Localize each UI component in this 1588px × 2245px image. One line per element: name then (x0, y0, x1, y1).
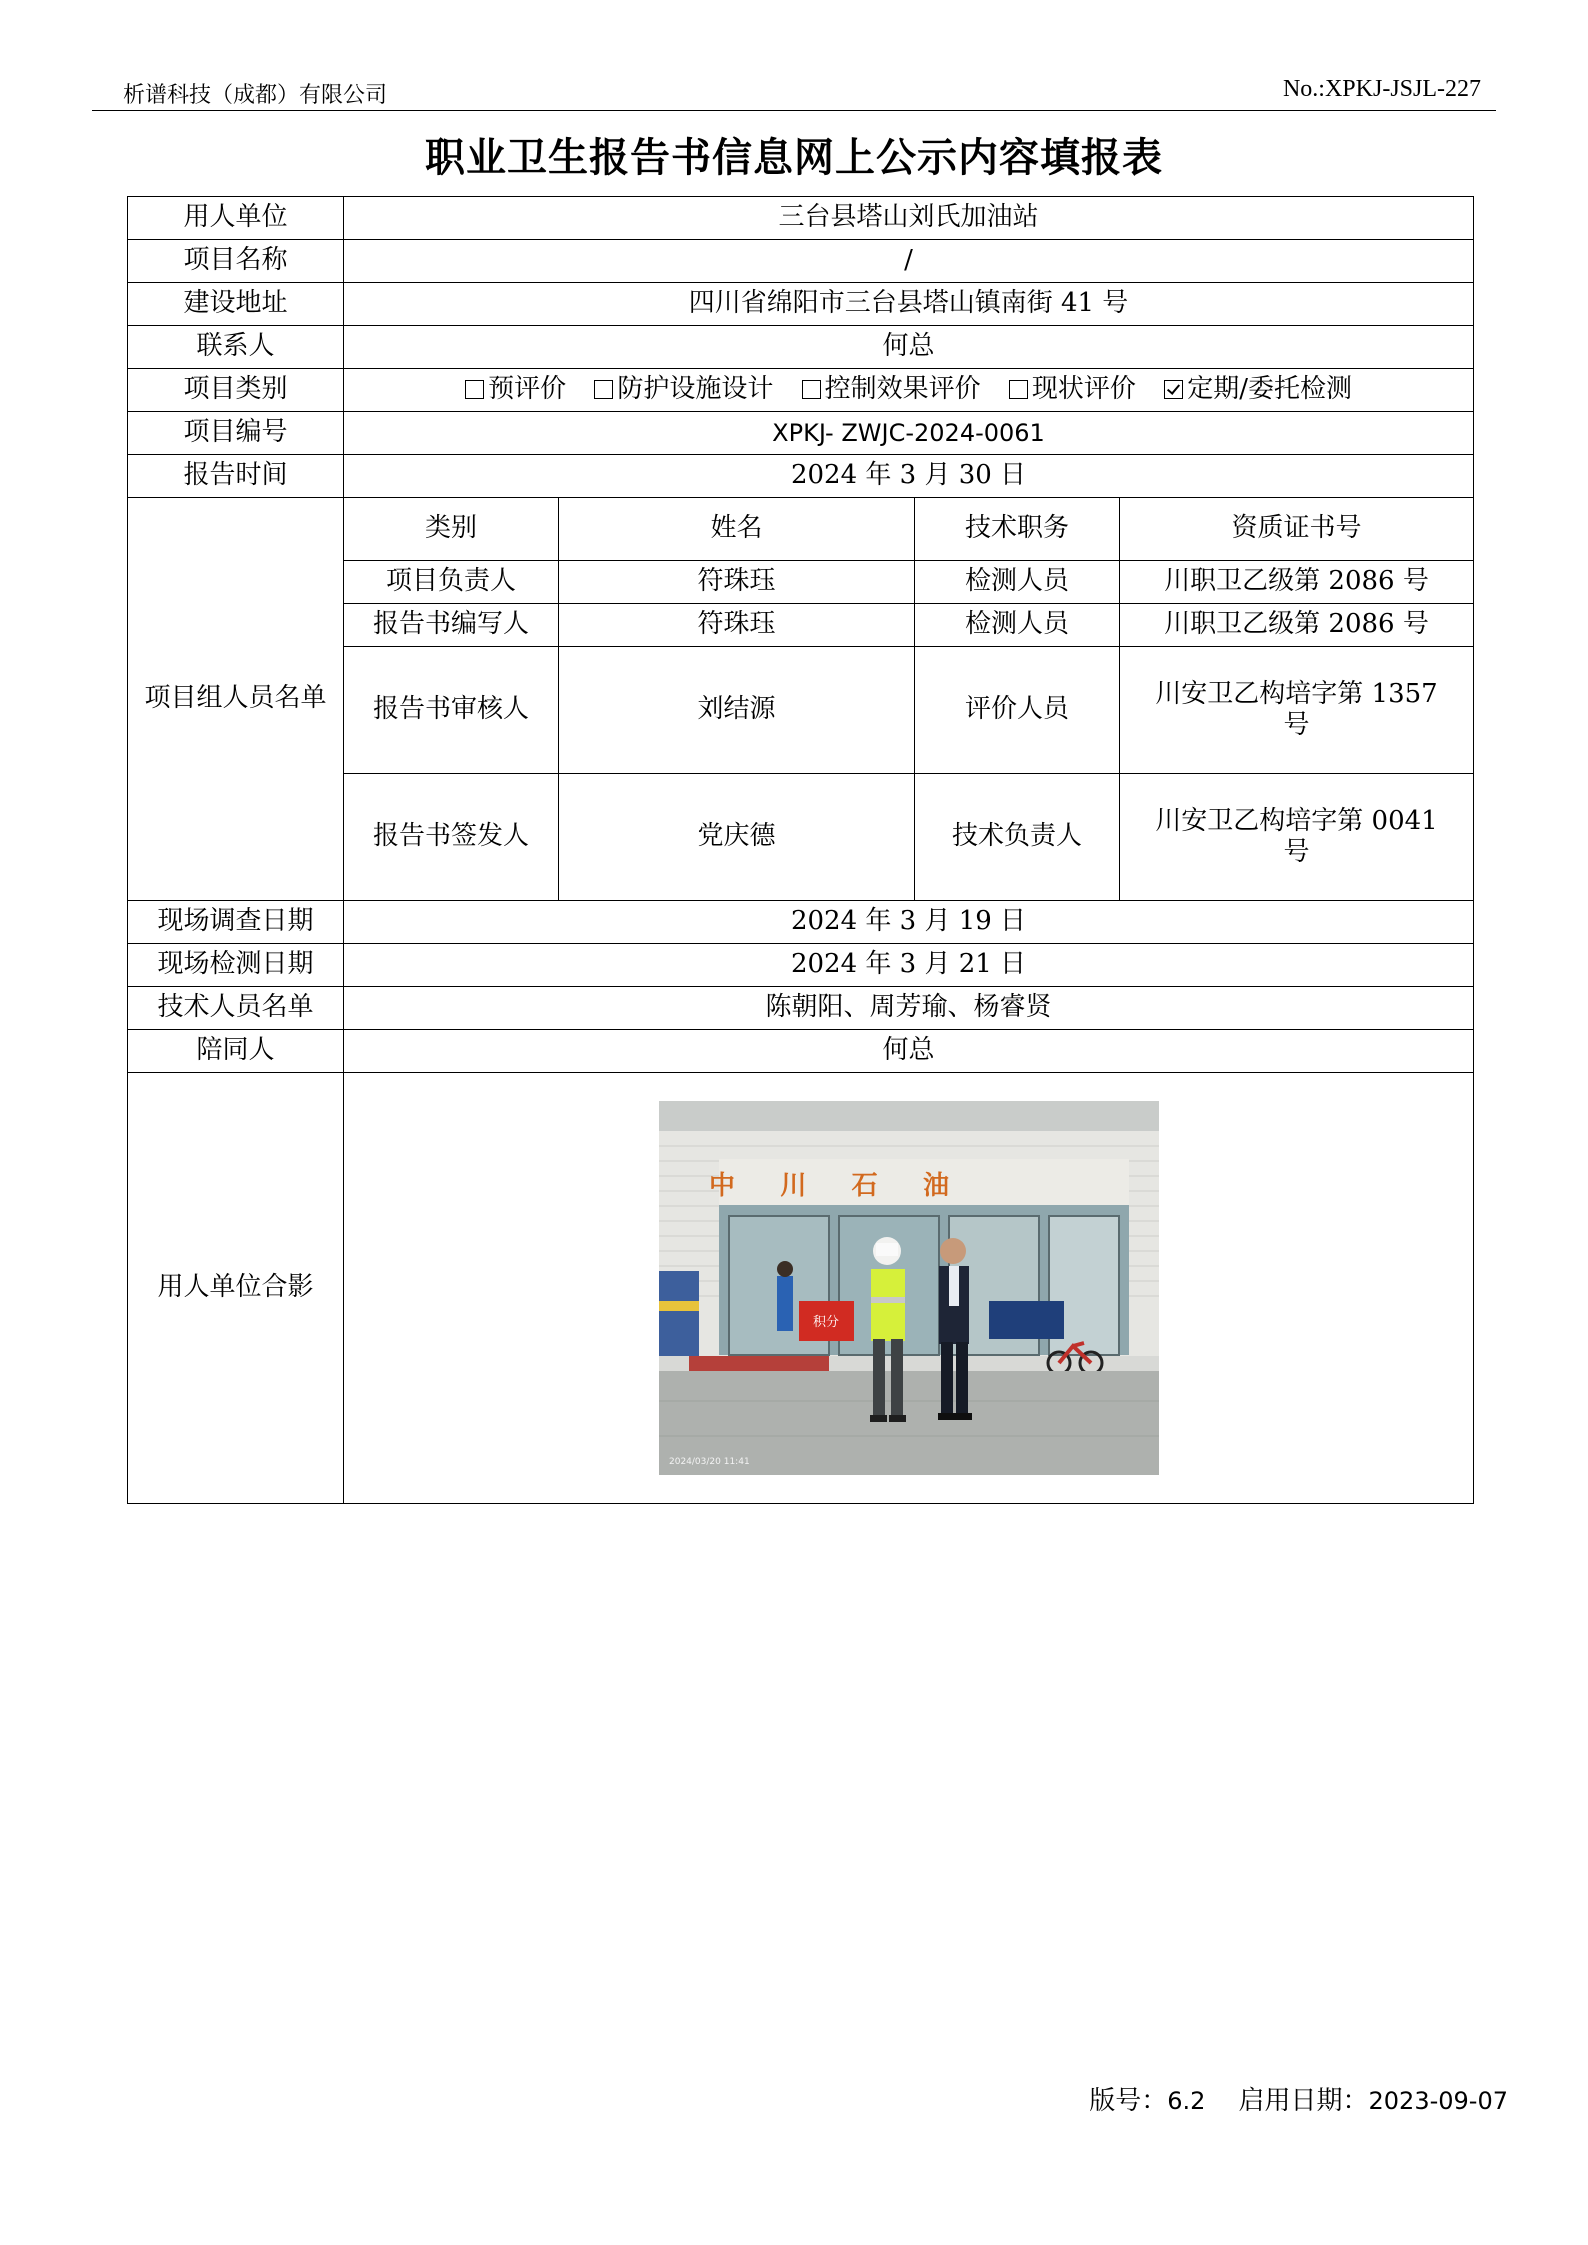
version-value: 6.2 (1167, 2087, 1206, 2115)
effective-date-label: 启用日期： (1238, 2086, 1369, 2116)
member-title: 技术负责人 (915, 774, 1120, 901)
effective-date-value: 2023-09-07 (1368, 2087, 1508, 2115)
option-label: 控制效果评价 (824, 374, 981, 405)
address-value: 四川省绵阳市三台县塔山镇南街 41 号 (344, 283, 1474, 326)
member-name: 符珠珏 (559, 604, 915, 647)
contact-label: 联系人 (128, 326, 344, 369)
disclosure-form-table (127, 196, 1474, 1504)
row-report-date (128, 455, 1474, 498)
project-no-label: 项目编号 (128, 412, 344, 455)
row-escort (128, 1030, 1474, 1073)
team-label: 项目组人员名单 (128, 498, 344, 901)
row-test-date (128, 944, 1474, 987)
team-header-name: 姓名 (559, 498, 915, 561)
employer-label: 用人单位 (128, 197, 344, 240)
checkbox-icon (1009, 380, 1028, 399)
address-label: 建设地址 (128, 283, 344, 326)
document-number: No.:XPKJ-JSJL-227 (1282, 76, 1481, 102)
company-name: 析谱科技（成都）有限公司 (123, 83, 388, 108)
team-header-cert: 资质证书号 (1120, 498, 1474, 561)
project-name-value: / (344, 240, 1474, 283)
member-cert: 川安卫乙构培字第 1357 号 (1120, 647, 1474, 774)
group-photo-cell (344, 1073, 1474, 1504)
row-project-no (128, 412, 1474, 455)
member-title: 评价人员 (915, 647, 1120, 774)
row-survey-date (128, 901, 1474, 944)
option-periodic-testing (1164, 374, 1352, 404)
employer-value: 三台县塔山刘氏加油站 (344, 197, 1474, 240)
promo-text: 积分 (812, 1315, 839, 1330)
option-status-evaluation (1009, 374, 1136, 404)
team-header-title: 技术职务 (915, 498, 1120, 561)
escort-label: 陪同人 (128, 1030, 344, 1073)
option-label: 定期/委托检测 (1187, 374, 1352, 405)
option-protection-design (594, 374, 773, 404)
project-type-options (344, 369, 1474, 412)
checkbox-icon (802, 380, 821, 399)
group-photo-image (659, 1101, 1159, 1475)
header-divider (92, 110, 1496, 111)
checkbox-checked-icon (1164, 380, 1183, 399)
member-role: 报告书审核人 (344, 647, 559, 774)
project-type-label: 项目类别 (128, 369, 344, 412)
member-role: 报告书编写人 (344, 604, 559, 647)
escort-value: 何总 (344, 1030, 1474, 1073)
member-role: 项目负责人 (344, 561, 559, 604)
member-title: 检测人员 (915, 561, 1120, 604)
survey-date-label: 现场调查日期 (128, 901, 344, 944)
checkbox-icon (594, 380, 613, 399)
member-cert: 川职卫乙级第 2086 号 (1120, 604, 1474, 647)
photo-timestamp: 2024/03/20 11:41 (668, 1457, 750, 1467)
member-name: 党庆德 (559, 774, 915, 901)
row-contact (128, 326, 1474, 369)
row-group-photo (128, 1073, 1474, 1504)
version-label: 版号： (1089, 2086, 1168, 2116)
technicians-label: 技术人员名单 (128, 987, 344, 1030)
member-name: 刘结源 (559, 647, 915, 774)
sign-text: 中 川 石 油 (708, 1171, 949, 1201)
row-project-type (128, 369, 1474, 412)
footer-version (1089, 2080, 1508, 2117)
option-control-effect (802, 374, 981, 404)
row-address (128, 283, 1474, 326)
member-cert: 川职卫乙级第 2086 号 (1120, 561, 1474, 604)
option-label: 防护设施设计 (617, 374, 774, 405)
technicians-value: 陈朝阳、周芳瑜、杨睿贤 (344, 987, 1474, 1030)
report-date-label: 报告时间 (128, 455, 344, 498)
row-technicians (128, 987, 1474, 1030)
team-header-row (128, 498, 1474, 561)
test-date-label: 现场检测日期 (128, 944, 344, 987)
row-employer (128, 197, 1474, 240)
report-date-value: 2024 年 3 月 30 日 (344, 455, 1474, 498)
team-header-role: 类别 (344, 498, 559, 561)
checkbox-icon (465, 380, 484, 399)
member-title: 检测人员 (915, 604, 1120, 647)
group-photo-label: 用人单位合影 (128, 1073, 344, 1504)
test-date-value: 2024 年 3 月 21 日 (344, 944, 1474, 987)
member-name: 符珠珏 (559, 561, 915, 604)
option-label: 现状评价 (1031, 374, 1136, 405)
contact-value: 何总 (344, 326, 1474, 369)
option-label: 预评价 (488, 374, 567, 405)
survey-date-value: 2024 年 3 月 19 日 (344, 901, 1474, 944)
page-title: 职业卫生报告书信息网上公示内容填报表 (425, 135, 1163, 181)
member-role: 报告书签发人 (344, 774, 559, 901)
project-no-value: XPKJ- ZWJC-2024-0061 (344, 412, 1474, 455)
row-project-name (128, 240, 1474, 283)
option-pre-evaluation (465, 374, 566, 404)
member-cert: 川安卫乙构培字第 0041 号 (1120, 774, 1474, 901)
project-name-label: 项目名称 (128, 240, 344, 283)
